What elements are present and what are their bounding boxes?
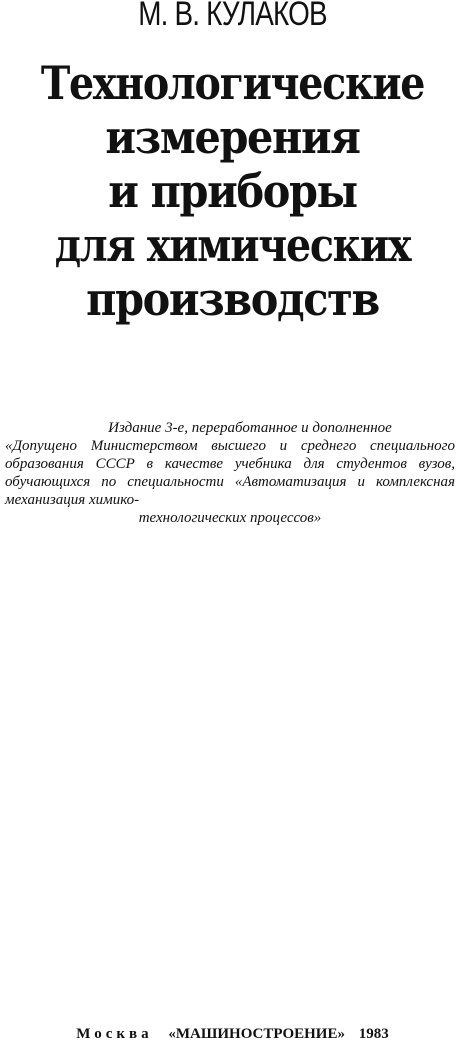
imprint-city: Москва xyxy=(76,1026,153,1042)
approval-text-end: технологических процессов» xyxy=(138,510,322,526)
title-line-2: измерения xyxy=(105,110,360,164)
imprint-publisher: «МАШИНОСТРОЕНИЕ» xyxy=(168,1026,345,1042)
imprint xyxy=(0,1026,465,1043)
title-line-4: для химических xyxy=(54,218,411,272)
title-line-3: и приборы xyxy=(108,164,357,218)
imprint-year: 1983 xyxy=(358,1026,389,1042)
author-name: М. В. КУЛАКОВ xyxy=(138,0,327,33)
book-title xyxy=(0,56,465,326)
title-line-5: производств xyxy=(86,272,379,326)
approval-text: «Допущено Министерством высшего и среднего специального образования СССР в качестве учебника для студентов вузов, обучающихся по специальности «Автоматизация и комплексная механизация химико- xyxy=(5,438,455,508)
edition-line: Издание 3-е, переработанное и дополненное xyxy=(108,420,392,436)
edition-note xyxy=(5,419,455,527)
title-line-1: Технологические xyxy=(40,56,425,110)
